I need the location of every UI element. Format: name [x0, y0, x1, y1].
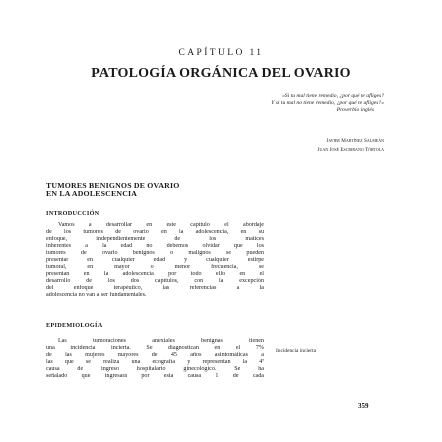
margin-note: Incidencia incierta: [276, 348, 316, 354]
paragraph-line: las que se realiza una ecografía y representan la 4ª: [46, 359, 264, 366]
paragraph-line: del enfoque terapéutico, las referencias a la: [46, 285, 264, 292]
introduction-paragraph: [46, 222, 264, 300]
author-name: Juan José Escribano Tórtola: [317, 146, 384, 153]
paragraph-line: inherentes a la edad no debemos olvidar que los: [46, 243, 264, 250]
paragraph-line: presentan en la adolescencia por todo ello en el: [46, 271, 264, 278]
epidemiology-heading: EPIDEMIOLOGÍA: [46, 322, 103, 329]
section-title: [46, 182, 266, 199]
paragraph-line: enfoque, independientemente de los matices: [46, 236, 264, 243]
epigraph-line: Y si tu mal no tiene remedio, ¿por qué te afliges?»: [271, 100, 384, 107]
paragraph-line: presentar en cualquier edad y cualquier estirpe: [46, 257, 264, 264]
chapter-title: PATOLOGÍA ORGÁNICA DEL OVARIO: [91, 66, 351, 81]
paragraph-line: de los tumores de ovario en la adolescencia, en su: [46, 229, 264, 236]
section-title-line: EN LA ADOLESCENCIA: [46, 189, 138, 199]
section-title-line: TUMORES BENIGNOS DE OVARIO: [46, 181, 180, 190]
chapter-label: CAPÍTULO 11: [178, 48, 264, 58]
epigraph: [124, 93, 384, 115]
paragraph-line: de las mujeres mayores de 45 años asintomáticas a: [46, 352, 264, 359]
paragraph-line: Vamos a desarrollar en este capítulo el abordaje: [58, 222, 264, 228]
paragraph-line: una incidencia incierta. Se diagnostican en el 7%: [46, 345, 264, 352]
page-number: 359: [358, 402, 369, 410]
epigraph-line: «Si tu mal tiene remedio, ¿por qué te afliges?: [282, 93, 384, 99]
epigraph-source: Proverbio inglés: [336, 107, 374, 114]
paragraph-line: causa de ingreso hospitalario ginecológico. Se ha: [46, 366, 264, 373]
authors: [184, 137, 384, 154]
paragraph-line: tumoral, en mayor o menor frecuencia, se: [46, 264, 264, 271]
paragraph-line: adolescencia no van a ser fundamentales.: [46, 292, 147, 299]
paragraph-line: Las tumoraciones anexiales benignas tienen: [58, 338, 264, 344]
introduction-heading: INTRODUCCIÓN: [46, 210, 100, 217]
epidemiology-paragraph: [46, 338, 264, 380]
author-name: Javier Martínez Salmeán: [326, 138, 384, 144]
paragraph-line: tumores de ovario benignos o malignos se pueden: [46, 250, 264, 257]
paragraph-line: señalado que ingresará por esta causa 1 de cada: [46, 373, 264, 380]
paragraph-line: desarrollo de los dos capítulos, con la excepción: [46, 278, 264, 285]
